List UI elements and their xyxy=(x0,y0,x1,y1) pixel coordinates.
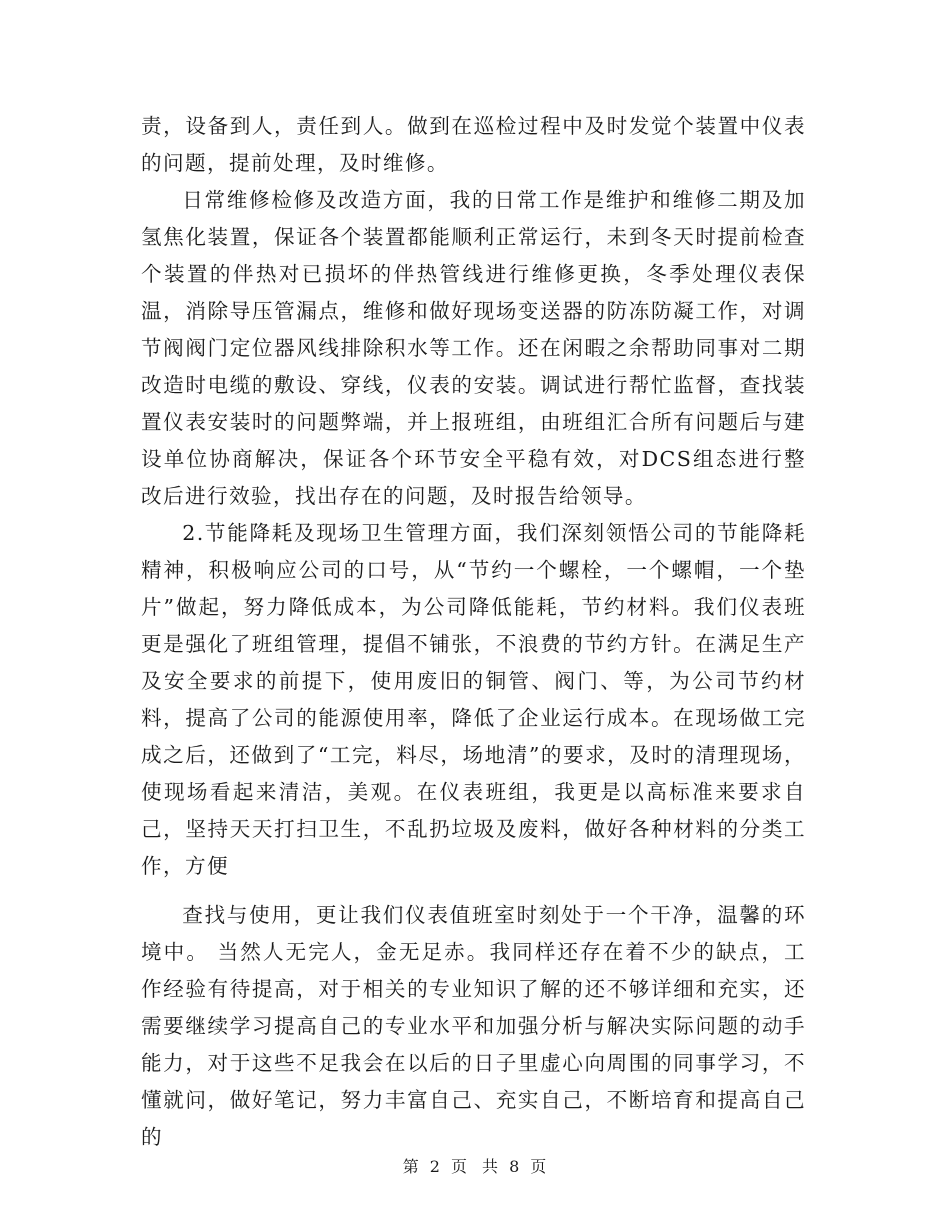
paragraph-energy-saving: 2.节能降耗及现场卫生管理方面，我们深刻领悟公司的节能降耗精神，积极响应公司的口号，从“节约一个螺栓，一个螺帽，一个垫片”做起，努力降低成本，为公司降低能耗，节约材料。我们仪表班更是强化了班组管理，提倡不铺张，不浪费的节约方针。在满足生产及安全要求的前提下，使用废旧的铜管、阀门、等，为公司节约材料，提高了公司的能源使用率，降低了企业运行成本。在现场做工完成之后，还做到了“工完，料尽，场地清”的要求，及时的清理现场，使现场看起来清洁，美观。在仪表班组，我更是以高标准来要求自己，坚持天天打扫卫生，不乱扔垃圾及废料，做好各种材料的分类工作，方便 xyxy=(141,521,806,878)
paragraph-continuation: 责，设备到人，责任到人。做到在巡检过程中及时发觉个装置中仪表的问题，提前处理，及时维修。 xyxy=(141,114,806,175)
page-label-prefix: 第 xyxy=(402,1157,420,1176)
page-number: 2 xyxy=(429,1157,441,1176)
total-label-unit: 页 xyxy=(530,1157,548,1176)
document-body xyxy=(141,108,806,1156)
total-pages: 8 xyxy=(509,1157,521,1176)
page-label-unit: 页 xyxy=(450,1157,468,1176)
paragraph-maintenance: 日常维修检修及改造方面，我的日常工作是维护和维修二期及加氢焦化装置，保证各个装置都能顺利正常运行，未到冬天时提前检查个装置的伴热对已损坏的伴热管线进行维修更换，冬季处理仪表保温，消除导压管漏点，维修和做好现场变送器的防冻防凝工作，对调节阀阀门定位器风线排除积水等工作。还在闲暇之余帮助同事对二期改造时电缆的敷设、穿线，仪表的安装。调试进行帮忙监督，查找装置仪表安装时的问题弊端，并上报班组，由班组汇合所有问题后与建设单位协商解决，保证各个环节安全平稳有效，对DCS组态进行整改后进行效验，找出存在的问题，及时报告给领导。 xyxy=(141,188,806,508)
total-label-prefix: 共 xyxy=(482,1157,500,1176)
paragraph-self-assessment: 查找与使用，更让我们仪表值班室时刻处于一个干净，温馨的环境中。 当然人无完人，金无足赤。我同样还存在着不少的缺点，工作经验有待提高，对于相关的专业知识了解的还不够详细和充实，还需要继续学习提高自己的专业水平和加强分析与解决实际问题的动手能力，对于这些不足我会在以后的日子里虚心向周围的同事学习，不懂就问，做好笔记，努力丰富自己、充实自己，不断培育和提高自己的 xyxy=(141,903,806,1149)
page-footer xyxy=(0,1154,950,1177)
